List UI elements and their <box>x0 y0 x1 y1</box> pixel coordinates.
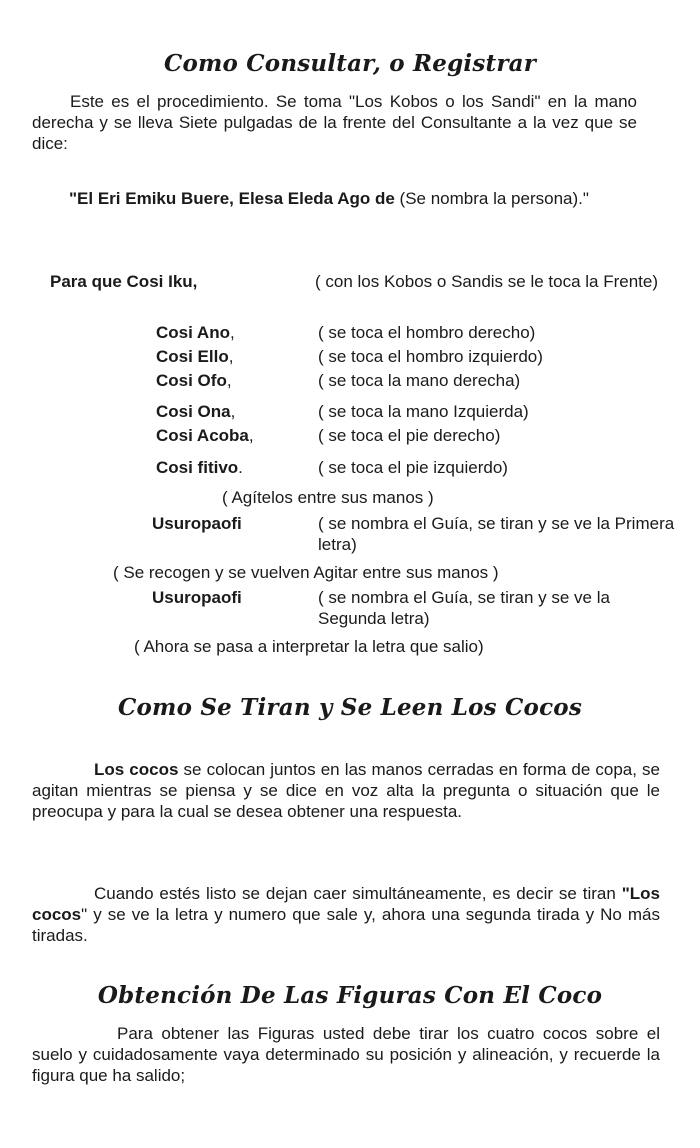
cosi-row-description: ( se toca el hombro izquierdo) <box>318 347 543 366</box>
invocation-rest-text: (Se nombra la persona)." <box>394 189 589 208</box>
cosi-row: Cosi Ona, <box>156 402 236 421</box>
cosi-row: Cosi Ofo, <box>156 371 232 390</box>
note-recogen: ( Se recogen y se vuelven Agitar entre sus manos ) <box>113 563 499 582</box>
usuropaofi-label-2: Usuropaofi <box>152 588 242 607</box>
cosi-row: Cosi Ano, <box>156 323 235 342</box>
usuropaofi-label-1: Usuropaofi <box>152 514 242 533</box>
section-heading-consultar: Como Consultar, o Registrar <box>163 50 537 77</box>
section-heading-cocos: Como Se Tiran y Se Leen Los Cocos <box>118 694 582 721</box>
paragraph-obtener-figuras: Para obtener las Figuras usted debe tirar los cuatro cocos sobre el suelo y cuidadosamente vaya determinado su posición y alineación, y recuerde la figura que ha salido; <box>32 1024 660 1085</box>
cosi-iku-label: Para que Cosi Iku, <box>50 272 198 291</box>
cosi-row: Cosi fitivo. <box>156 458 243 477</box>
cosi-iku-description: ( con los Kobos o Sandis se le toca la Frente) <box>315 272 659 291</box>
paragraph-los-cocos: Los cocos se colocan juntos en las manos cerradas en forma de copa, se agitan mientras se piensa y se dice en voz alta la pregunta o situación que le preocupa y para la cual se desea obtener una respuesta. <box>32 760 660 821</box>
cosi-row-description: ( se toca el hombro derecho) <box>318 323 536 342</box>
invocation-bold-text: "El Eri Emiku Buere, Elesa Eleda Ago de <box>69 189 395 208</box>
cosi-row-description: ( se toca la mano Izquierda) <box>318 402 529 421</box>
paragraph-cuando-listo: Cuando estés listo se dejan caer simultáneamente, es decir se tiran "Los cocos" y se ve la letra y numero que sale y, ahora una segunda tirada y No más tiradas. <box>32 884 660 945</box>
paragraph-invocation <box>32 188 637 209</box>
note-agitelos: ( Agítelos entre sus manos ) <box>222 488 434 507</box>
note-interpretar: ( Ahora se pasa a interpretar la letra que salio) <box>134 637 484 656</box>
cosi-row: Cosi Ello, <box>156 347 234 366</box>
cosi-row-description: ( se toca el pie izquierdo) <box>318 458 508 477</box>
section-heading-figuras: Obtención De Las Figuras Con El Coco <box>97 982 603 1009</box>
cosi-row: Cosi Acoba, <box>156 426 254 445</box>
paragraph-procedimiento: Este es el procedimiento. Se toma "Los Kobos o los Sandi" en la mano derecha y se lleva Siete pulgadas de la frente del Consultante a la vez que se dice: <box>32 92 637 153</box>
usuropaofi-description-2: ( se nombra el Guía, se tiran y se ve la Segunda letra) <box>318 588 610 628</box>
cosi-row-description: ( se toca la mano derecha) <box>318 371 521 390</box>
usuropaofi-description-1: ( se nombra el Guía, se tiran y se ve la Primera letra) <box>318 514 675 554</box>
cosi-row-description: ( se toca el pie derecho) <box>318 426 501 445</box>
